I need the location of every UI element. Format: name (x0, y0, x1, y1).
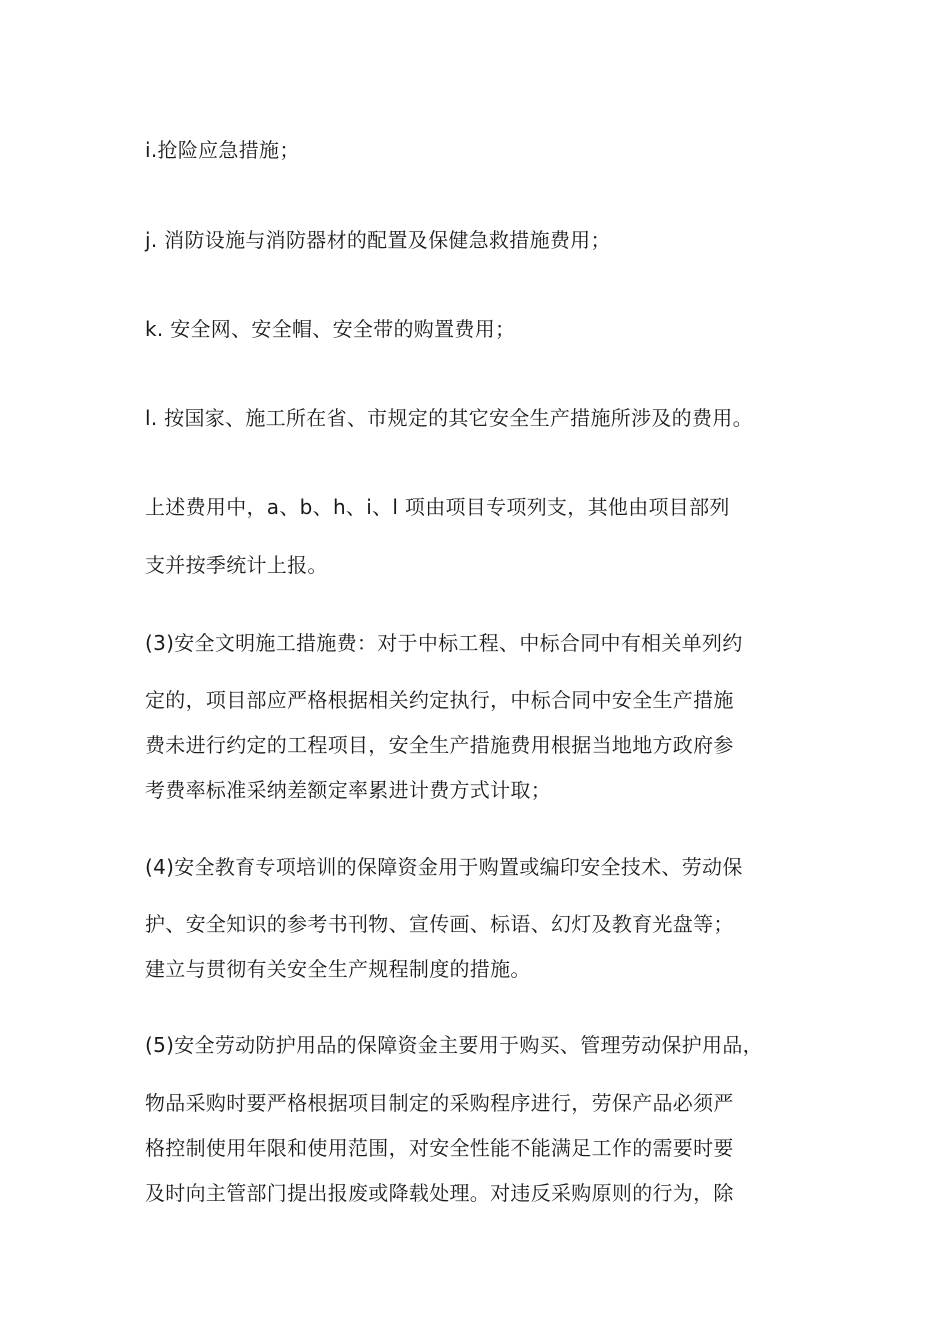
text-line-section-3-3: 费未进行约定的工程项目，安全生产措施费用根据当地地方政府参 (145, 733, 734, 757)
text-line-section-4-1: (4)安全教育专项培训的保障资金用于购置或编印安全技术、劳动保 (145, 855, 743, 879)
text-line-item-l: l. 按国家、施工所在省、市规定的其它安全生产措施所涉及的费用。 (145, 406, 753, 430)
text-line-item-k: k. 安全网、安全帽、安全带的购置费用； (145, 317, 516, 341)
text-line-section-4-3: 建立与贯彻有关安全生产规程制度的措施。 (145, 957, 531, 981)
text-line-section-5-1: (5)安全劳动防护用品的保障资金主要用于购买、管理劳动保护用品， (145, 1033, 763, 1057)
text-line-section-3-4: 考费率标准采纳差额定率累进计费方式计取； (145, 778, 551, 802)
text-line-summary-1: 上述费用中，a、b、h、i、l 项由项目专项列支，其他由项目部列 (145, 495, 730, 519)
text-line-section-5-2: 物品采购时要严格根据项目制定的采购程序进行，劳保产品必须严 (145, 1091, 734, 1115)
text-line-item-j: j. 消防设施与消防器材的配置及保健急救措施费用； (145, 228, 611, 252)
text-line-section-3-1: (3)安全文明施工措施费：对于中标工程、中标合同中有相关单列约 (145, 631, 743, 655)
text-line-section-3-2: 定的，项目部应严格根据相关约定执行，中标合同中安全生产措施 (145, 688, 734, 712)
text-line-section-4-2: 护、安全知识的参考书刊物、宣传画、标语、幻灯及教育光盘等； (145, 912, 734, 936)
text-line-summary-2: 支并按季统计上报。 (145, 553, 328, 577)
text-line-section-5-4: 及时向主管部门提出报废或降载处理。对违反采购原则的行为，除 (145, 1181, 734, 1205)
text-line-section-5-3: 格控制使用年限和使用范围，对安全性能不能满足工作的需要时要 (145, 1136, 734, 1160)
text-line-item-i: i.抢险应急措施； (145, 138, 300, 162)
